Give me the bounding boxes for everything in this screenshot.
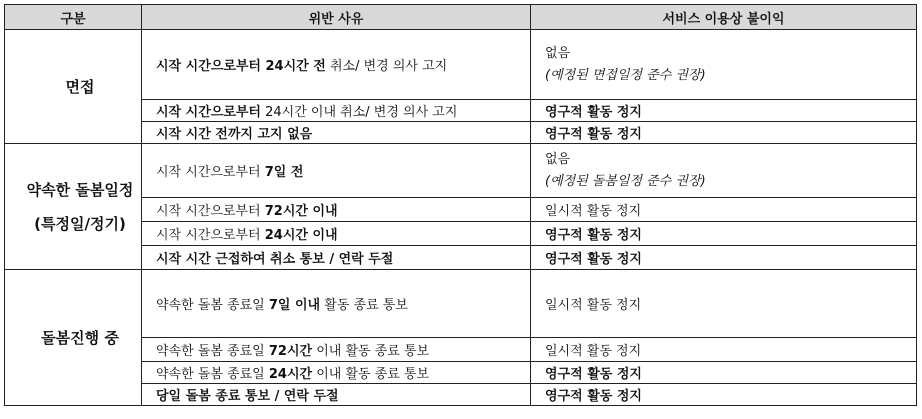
reason-cell	[142, 122, 531, 144]
reason-cell	[142, 362, 531, 384]
header-penalty: 서비스 이용상 불이익	[531, 5, 917, 30]
table-row	[5, 198, 917, 222]
reason-cell	[142, 270, 531, 338]
table-row	[5, 246, 917, 270]
penalty-cell	[531, 222, 917, 246]
reason-text: 24시간 이내	[264, 228, 338, 243]
reason-text: 약속한 돌봄 종료일	[156, 298, 265, 313]
table-row	[5, 384, 917, 406]
table-row	[5, 270, 917, 338]
table-row	[5, 100, 917, 122]
penalty-text: 영구적 활동 정지	[545, 127, 642, 142]
penalty-cell	[531, 338, 917, 362]
penalty-note: (예정된 돌봄일정 준수 권장)	[545, 173, 706, 189]
reason-text: 이내 활동 종료 통보	[316, 367, 430, 382]
reason-cell	[142, 100, 531, 122]
penalty-text: 영구적 활동 정지	[545, 252, 642, 267]
reason-cell	[142, 384, 531, 406]
penalty-cell	[531, 100, 917, 122]
reason-text: 활동 종료 통보	[324, 298, 408, 313]
reason-text: 시작 시간으로부터 24시간 전	[156, 59, 326, 74]
reason-text: 72시간 이내	[264, 204, 338, 219]
table-row	[5, 144, 917, 198]
reason-text: 7일 전	[264, 165, 304, 180]
penalty-text: 영구적 활동 정지	[545, 389, 642, 404]
penalty-cell	[531, 270, 917, 338]
reason-text: 7일 이내	[268, 298, 321, 313]
category-label: (특정일/정기)	[34, 214, 126, 233]
table-body	[5, 30, 917, 406]
reason-text: 약속한 돌봄 종료일	[156, 367, 265, 382]
penalty-text: 영구적 활동 정지	[545, 367, 642, 382]
table-row	[5, 362, 917, 384]
penalty-cell	[531, 384, 917, 406]
reason-cell	[142, 338, 531, 362]
category-cell	[5, 30, 142, 144]
reason-text: 72시간	[268, 344, 313, 359]
category-cell	[5, 270, 142, 406]
table-header-row	[5, 5, 917, 30]
table-row	[5, 338, 917, 362]
reason-text: 시작 시간 전까지 고지 없음	[156, 127, 313, 142]
penalty-text: 없음	[545, 151, 571, 167]
reason-cell	[142, 222, 531, 246]
reason-text: 시작 시간으로부터	[156, 105, 261, 120]
penalty-cell	[531, 198, 917, 222]
reason-cell	[142, 246, 531, 270]
penalty-cell	[531, 30, 917, 100]
reason-text: 시작 시간으로부터	[156, 228, 261, 243]
penalty-text: 영구적 활동 정지	[545, 228, 642, 243]
reason-cell	[142, 144, 531, 198]
penalty-cell	[531, 362, 917, 384]
reason-text: 24시간 이내 취소/ 변경 의사 고지	[265, 105, 458, 120]
reason-text: 시작 시간으로부터	[156, 204, 261, 219]
category-label: 면접	[65, 77, 95, 96]
penalty-text: 일시적 활동 정지	[545, 344, 642, 359]
header-category: 구분	[5, 5, 142, 30]
penalty-cell	[531, 122, 917, 144]
reason-text: 24시간	[268, 367, 313, 382]
penalty-text: 일시적 활동 정지	[545, 204, 642, 219]
category-label: 약속한 돌봄일정	[26, 180, 134, 199]
penalty-note: (예정된 면접일정 준수 권장)	[545, 67, 706, 83]
penalty-cell	[531, 144, 917, 198]
table-row	[5, 30, 917, 100]
table-row	[5, 222, 917, 246]
reason-text: 시작 시간으로부터	[156, 165, 261, 180]
reason-text: 당일 돌봄 종료 통보 / 연락 두절	[156, 389, 339, 404]
reason-cell	[142, 198, 531, 222]
reason-text: 이내 활동 종료 통보	[316, 344, 430, 359]
penalty-table	[4, 4, 917, 406]
reason-cell	[142, 30, 531, 100]
header-reason: 위반 사유	[142, 5, 531, 30]
table-row	[5, 122, 917, 144]
penalty-cell	[531, 246, 917, 270]
category-cell	[5, 144, 142, 270]
penalty-text: 일시적 활동 정지	[545, 298, 642, 313]
penalty-text: 없음	[545, 45, 571, 61]
reason-text: 취소/ 변경 의사 고지	[329, 59, 448, 74]
reason-text: 약속한 돌봄 종료일	[156, 344, 265, 359]
reason-text: 시작 시간 근접하여 취소 통보 / 연락 두절	[156, 252, 394, 267]
penalty-text: 영구적 활동 정지	[545, 105, 642, 120]
category-label: 돌봄진행 중	[41, 328, 119, 347]
